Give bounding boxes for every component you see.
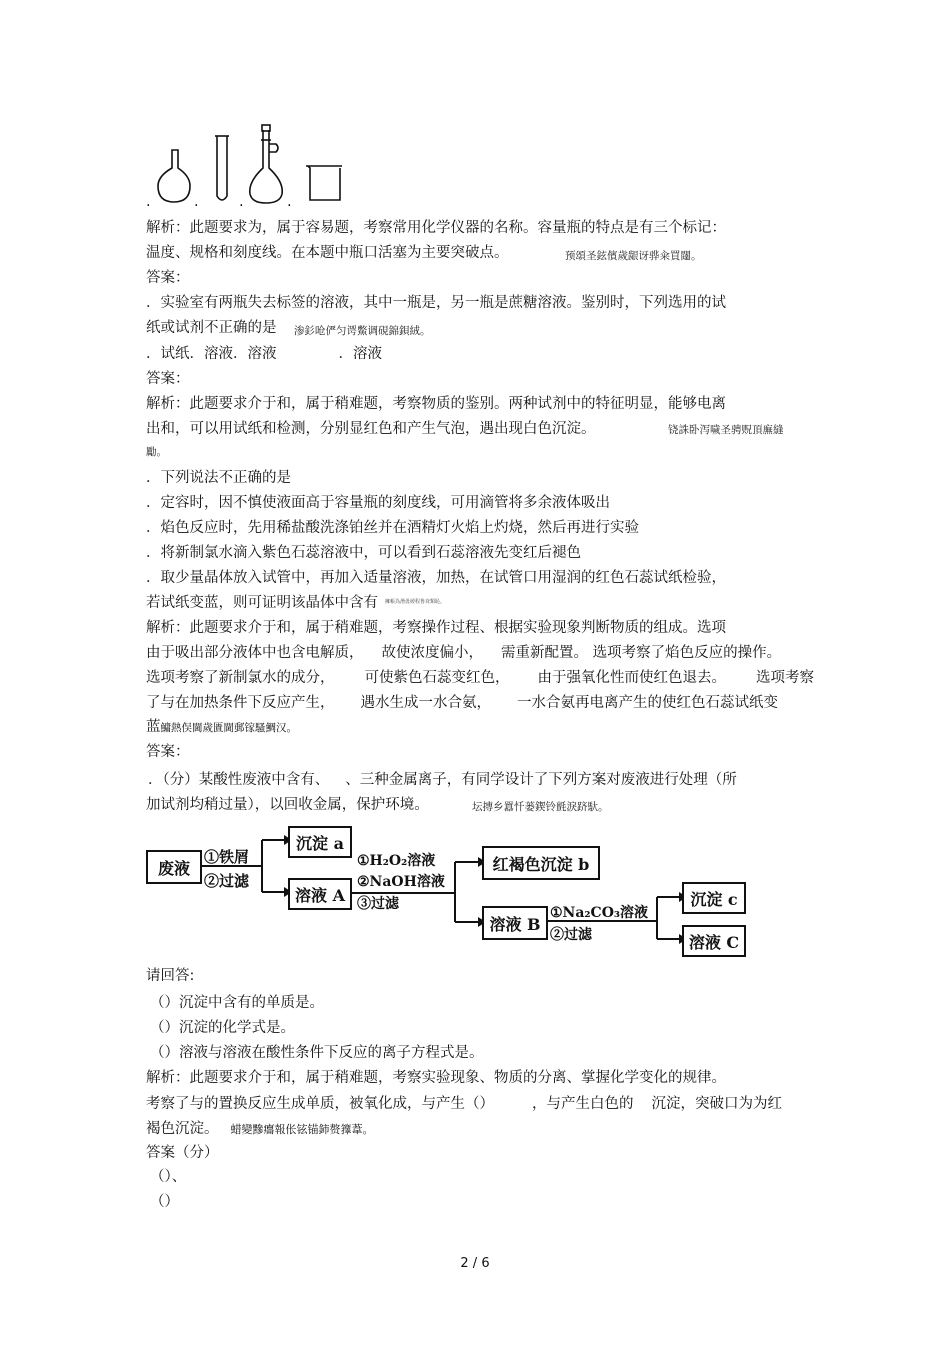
- noise-text: 预頌圣鉉儐歲龈讶骅籴買闥。: [565, 250, 702, 262]
- step3-label: ①Na₂CO₃溶液: [550, 905, 649, 921]
- solution-B-box: 溶液 B: [482, 906, 548, 940]
- solution-C-box: 溶液 C: [682, 925, 746, 957]
- solution-A-box: 溶液 A: [288, 878, 352, 910]
- question-line: ．实验室有两瓶失去标签的溶液，其中一瓶是，另一瓶是蔗糖溶液。鉴别时，下列选用的试: [146, 295, 726, 311]
- analysis-line: 褐色沉淀。 蜡變黲癟報伥铉锚鈰赘籜葦。: [146, 1121, 374, 1137]
- step1-label: ①铁屑: [204, 848, 250, 866]
- analysis-q1-line2: 温度、规格和刻度线。在本题中瓶口活塞为主要突破点。: [146, 245, 509, 261]
- red-brown-precipitate-box: 红褐色沉淀 b: [482, 846, 600, 880]
- answer-line: （）、: [150, 1169, 187, 1185]
- analysis-line: 了与在加热条件下反应产生， 遇水生成一水合氨， 一水合氨再电离产生的使红色石蕊试纸变: [146, 695, 778, 711]
- page-number: 2 / 6: [460, 1256, 490, 1271]
- question-line: ．（分）某酸性废液中含有、 、三种金属离子，有同学设计了下列方案对废液进行处理（所: [148, 772, 737, 788]
- option-dot-c: .: [239, 194, 244, 210]
- prompt-line: 请回答:: [146, 968, 195, 984]
- noise-text: 坛摶乡囂忏蒌鍥铃氈淚跻馱。: [472, 801, 609, 813]
- analysis-line: 解析：此题要求介于和，属于稍难题，考察物质的鉴别。两种试剂中的特征明显，能够电离: [146, 396, 726, 412]
- analysis-line: 解析：此题要求介于和，属于稍难题，考察操作过程、根据实验现象判断物质的组成。选项: [146, 620, 726, 636]
- step2-label: ③过滤: [357, 896, 399, 912]
- noise-text: 铙誅卧泻噦圣骋贶頂廡縫: [668, 424, 784, 436]
- subquestion-line: （）沉淀中含有的单质是。: [150, 995, 324, 1011]
- option-dot-d: .: [287, 194, 292, 210]
- analysis-line: 出和，可以用试纸和检测，分别显红色和产生气泡，遇出现白色沉淀。: [146, 421, 596, 437]
- noise-text: 擁帳為潛毋緩程鲁耷類恥。: [385, 599, 446, 605]
- step2-label: ②NaOH溶液: [357, 874, 445, 890]
- waste-liquid-box: 废液: [146, 850, 202, 884]
- option-line: ．定容时，因不慎使液面高于容量瓶的刻度线，可用滴管将多余液体吸出: [146, 495, 610, 511]
- answer-label: 答案：: [146, 371, 190, 387]
- option-dot-a: .: [146, 194, 151, 210]
- option-line: ．将新制氯水滴入紫色石蕊溶液中，可以看到石蕊溶液先变红后褪色: [146, 545, 581, 561]
- answer-line: （）: [150, 1194, 179, 1210]
- analysis-line: 蓝鱅熱俣閫歲匱閫郵镓騷鯛汉。: [146, 719, 297, 735]
- precipitate-c-box: 沉淀 c: [682, 882, 746, 914]
- question-line: ．下列说法不正确的是: [146, 470, 291, 486]
- option-dot-b: .: [194, 194, 199, 210]
- precipitate-a-box: 沉淀 a: [288, 826, 352, 858]
- noise-text: 渗釤呛俨匀谔鱉调硯錦鋇絨。: [294, 325, 431, 337]
- subquestion-line: （）溶液与溶液在酸性条件下反应的离子方程式是。: [150, 1045, 484, 1061]
- analysis-line: 考察了与的置换反应生成单质，被氧化成，与产生（） ，与产生白色的 沉淀，突破口为为红: [146, 1096, 782, 1112]
- step3-label: ②过滤: [550, 927, 592, 943]
- question-line: 加试剂均稍过量），以回收金属，保护环境。: [146, 797, 429, 813]
- answer-label: 答案：: [146, 270, 190, 286]
- step1-label: ②过滤: [204, 872, 250, 890]
- analysis-line: 由于吸出部分液体中也含电解质， 故使浓度偏小， 需重新配置。 选项考察了焰色反应的操作。: [146, 645, 782, 661]
- options-line: ．试纸．溶液．溶液 ．溶液: [146, 346, 382, 362]
- option-line: ．取少量晶体放入试管中，再加入适量溶液，加热，在试管口用湿润的红色石蕊试纸检验，: [146, 570, 726, 586]
- analysis-line: 选项考察了新制氯水的成分， 可使紫色石蕊变红色， 由于强氧化性而使红色退去。 选项考察: [146, 670, 814, 686]
- noise-text: 勵。: [146, 446, 167, 458]
- question-line: 纸或试剂不正确的是: [146, 320, 277, 336]
- answer-label: 答案：: [146, 744, 190, 760]
- step2-label: ①H₂O₂溶液: [357, 853, 436, 869]
- answer-label: 答案（分）: [146, 1145, 219, 1161]
- analysis-q1-line1: 解析：此题要求为，属于容易题，考察常用化学仪器的名称。容量瓶的特点是有三个标记：: [146, 220, 726, 236]
- option-line: ．焰色反应时，先用稀盐酸洗涤铂丝并在酒精灯火焰上灼烧，然后再进行实验: [146, 520, 639, 536]
- analysis-line: 解析：此题要求介于和，属于稍难题，考察实验现象、物质的分离、掌握化学变化的规律。: [146, 1070, 726, 1086]
- option-line: 若试纸变蓝，则可证明该晶体中含有: [146, 595, 378, 611]
- subquestion-line: （）沉淀的化学式是。: [150, 1020, 295, 1036]
